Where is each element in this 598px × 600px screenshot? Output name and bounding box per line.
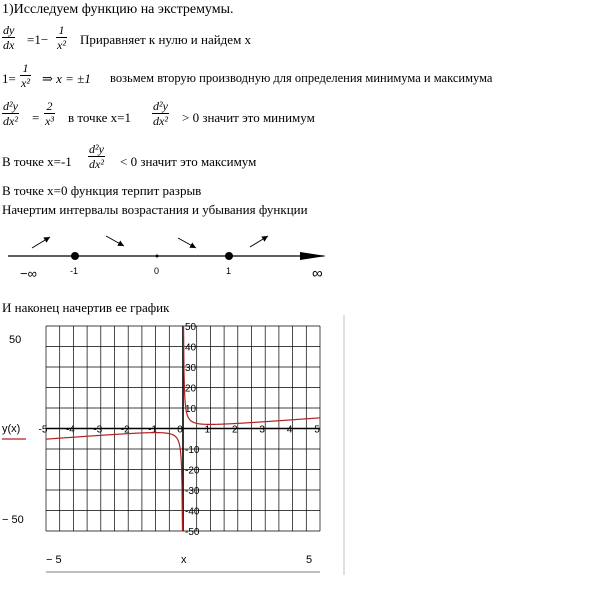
max-note-b: < 0 значит это максимум: [120, 154, 257, 169]
arrow-up-icon: [250, 236, 268, 247]
derivative-note: Приравняет к нулю и найдем х: [80, 32, 252, 47]
y-tick-label: -40: [185, 506, 200, 518]
y-axis-label: y(x): [2, 423, 21, 435]
point-minus-one: [71, 252, 79, 260]
y-tick-label: -10: [185, 445, 200, 456]
x-max-label: 5: [306, 554, 313, 566]
axis-arrowhead-icon: [300, 252, 326, 260]
y-min-label: − 50: [2, 514, 24, 526]
fraction-one-over-x2-b: [20, 62, 31, 89]
denominator: x²: [57, 38, 66, 52]
fraction-d2y-dx2-c: [88, 143, 105, 170]
max-note-a: В точке х=-1: [2, 154, 72, 169]
x-tick-label: -5: [38, 424, 48, 436]
denominator: x²: [21, 76, 30, 90]
y-tick-label: 10: [185, 404, 197, 415]
numerator: d²y: [89, 142, 104, 156]
numerator: d²y: [3, 99, 18, 113]
arrow-down-icon: [106, 236, 124, 246]
right-infinity: ∞: [312, 265, 323, 282]
point-one: [225, 252, 233, 260]
x-tick-label: 0: [177, 424, 183, 436]
y-tick-label: 40: [185, 342, 197, 354]
x-tick-label: 5: [314, 424, 320, 436]
x-tick-label: 3: [259, 424, 265, 436]
denominator: dx²: [89, 157, 104, 171]
second-note-b: > 0 значит это минимум: [182, 110, 315, 125]
number-line: [0, 222, 340, 294]
equation-prefix: 1=: [2, 71, 16, 86]
y-max-label: 50: [9, 334, 22, 346]
x-tick-label: 4: [286, 424, 293, 436]
equation-note: возьмем вторую производную для определения минимума и максимума: [110, 71, 493, 85]
denominator: dx²: [153, 114, 168, 128]
left-infinity: −∞: [20, 266, 37, 281]
numerator: d²y: [153, 99, 168, 113]
y-tick-label: -30: [185, 486, 200, 497]
x-tick-label: -4: [65, 424, 75, 436]
numerator: dy: [3, 23, 15, 37]
fraction-dy-dx: [2, 24, 15, 51]
arrow-down-icon: [178, 238, 196, 248]
break-line: В точке х=0 функция терпит разрыв: [2, 183, 202, 198]
x-tick-label: 2: [232, 424, 238, 436]
label-minus-one: -1: [70, 266, 79, 276]
second-derivative-equals: =: [32, 110, 40, 125]
fraction-d2y-dx2-b: [152, 100, 169, 127]
x-axis-label: x: [181, 554, 187, 566]
label-one: 1: [226, 266, 232, 276]
y-tick-label: -50: [185, 527, 200, 538]
y-tick-label: 20: [185, 383, 197, 395]
y-tick-label: 50: [185, 322, 197, 333]
x-tick-label: -3: [93, 424, 103, 436]
x-min-label: − 5: [46, 554, 62, 566]
title: 1)Исследуем функцию на экстремумы.: [2, 2, 234, 17]
fraction-one-over-x2: [56, 24, 67, 51]
fraction-two-over-x3: [44, 100, 55, 127]
x-tick-label: 1: [204, 424, 211, 436]
function-graph: [0, 315, 598, 600]
y-tick-label: -20: [185, 465, 200, 477]
point-zero: [156, 255, 159, 258]
x-tick-label: -1: [148, 424, 158, 436]
denominator: dx: [3, 38, 15, 52]
fraction-d2y-dx2: [2, 100, 19, 127]
x-tick-label: -2: [120, 424, 130, 436]
derivative-equals: =1−: [27, 32, 49, 47]
intervals-title: Начертим интервалы возрастания и убывания функции: [2, 202, 308, 217]
equation-roots: ⇒ x = ±1: [42, 71, 91, 86]
denominator: dx²: [3, 114, 18, 128]
graph-title: И наконец начертив ее график: [2, 300, 170, 315]
arrow-up-icon: [32, 237, 50, 248]
numerator: 1: [58, 23, 65, 37]
second-note-a: в точке х=1: [68, 110, 131, 125]
denominator: x³: [45, 114, 54, 128]
numerator: 1: [22, 61, 29, 75]
numerator: 2: [46, 99, 53, 113]
label-zero: 0: [154, 266, 160, 276]
y-tick-label: 30: [185, 363, 197, 374]
